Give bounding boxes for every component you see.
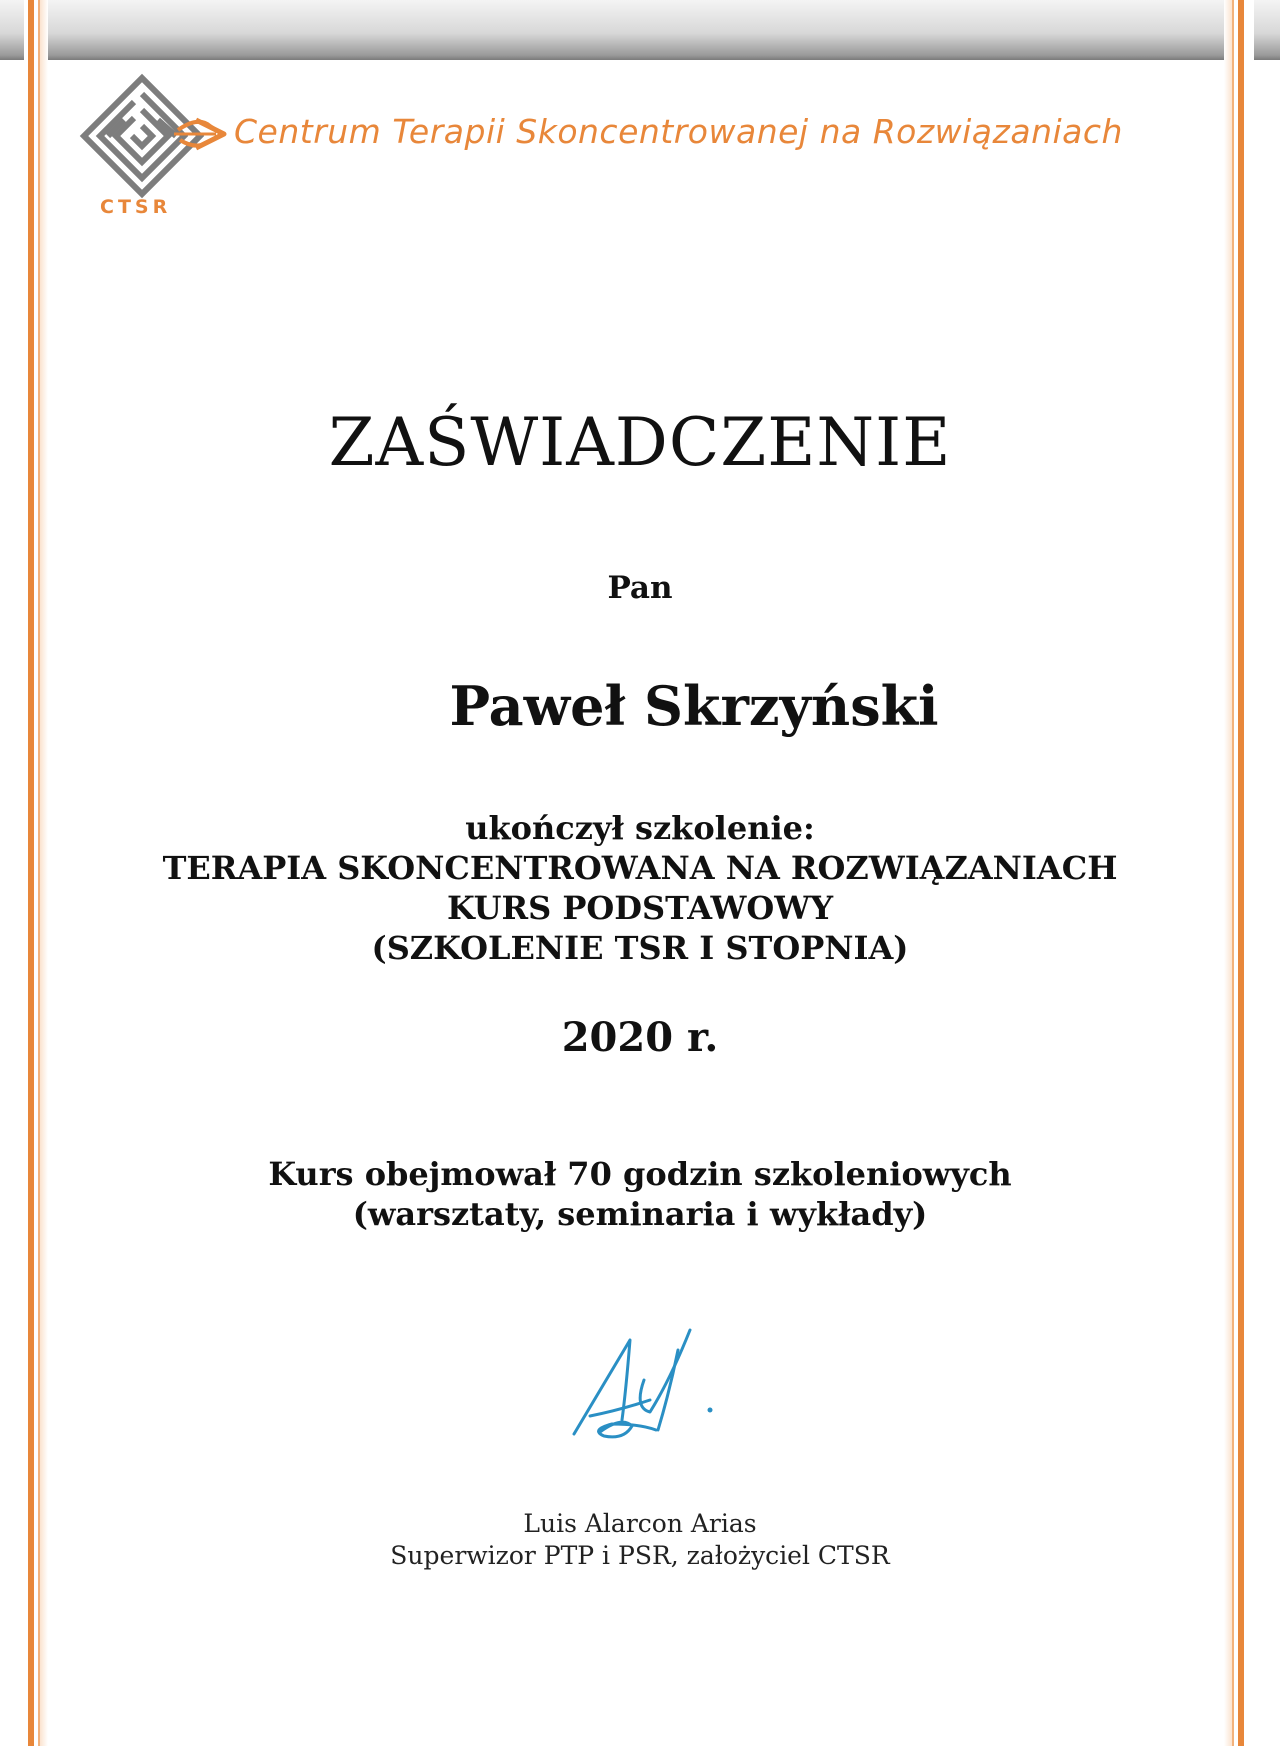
left-margin (0, 0, 22, 1746)
recipient-name: Paweł Skrzyński (449, 674, 939, 738)
course-line: KURS PODSTAWOWY (446, 889, 834, 927)
maze-arrow-logo-icon (78, 72, 228, 204)
signatory-block (46, 1508, 1234, 1572)
salutation: Pan (607, 570, 673, 606)
right-margin (1254, 0, 1280, 1746)
signatory-name: Luis Alarcon Arias (523, 1509, 757, 1538)
course-block (46, 808, 1234, 968)
top-bar-left (0, 0, 24, 60)
top-bar-right (1254, 0, 1280, 60)
hours-line: Kurs obejmował 70 godzin szkoleniowych (268, 1155, 1012, 1193)
frame-border-right-outer (1238, 0, 1244, 1746)
logo-abbreviation: CTSR (100, 196, 172, 218)
course-line: (SZKOLENIE TSR I STOPNIA) (371, 929, 909, 967)
certificate-title: ZAŚWIADCZENIE (328, 404, 952, 481)
top-bar-center (46, 0, 1230, 60)
hours-block (46, 1154, 1234, 1234)
frame-border-left-outer (28, 0, 34, 1746)
course-line: TERAPIA SKONCENTROWANA NA ROZWIĄZANIACH (162, 849, 1118, 887)
course-year: 2020 r. (561, 1014, 719, 1061)
completed-label: ukończył szkolenie: (465, 809, 815, 847)
handwritten-signature (560, 1320, 730, 1450)
signatory-role: Superwizor PTP i PSR, założyciel CTSR (390, 1541, 890, 1570)
organization-name: Centrum Terapii Skoncentrowanej na Rozwiązaniach (234, 112, 1123, 151)
hours-line: (warsztaty, seminaria i wykłady) (352, 1195, 928, 1233)
